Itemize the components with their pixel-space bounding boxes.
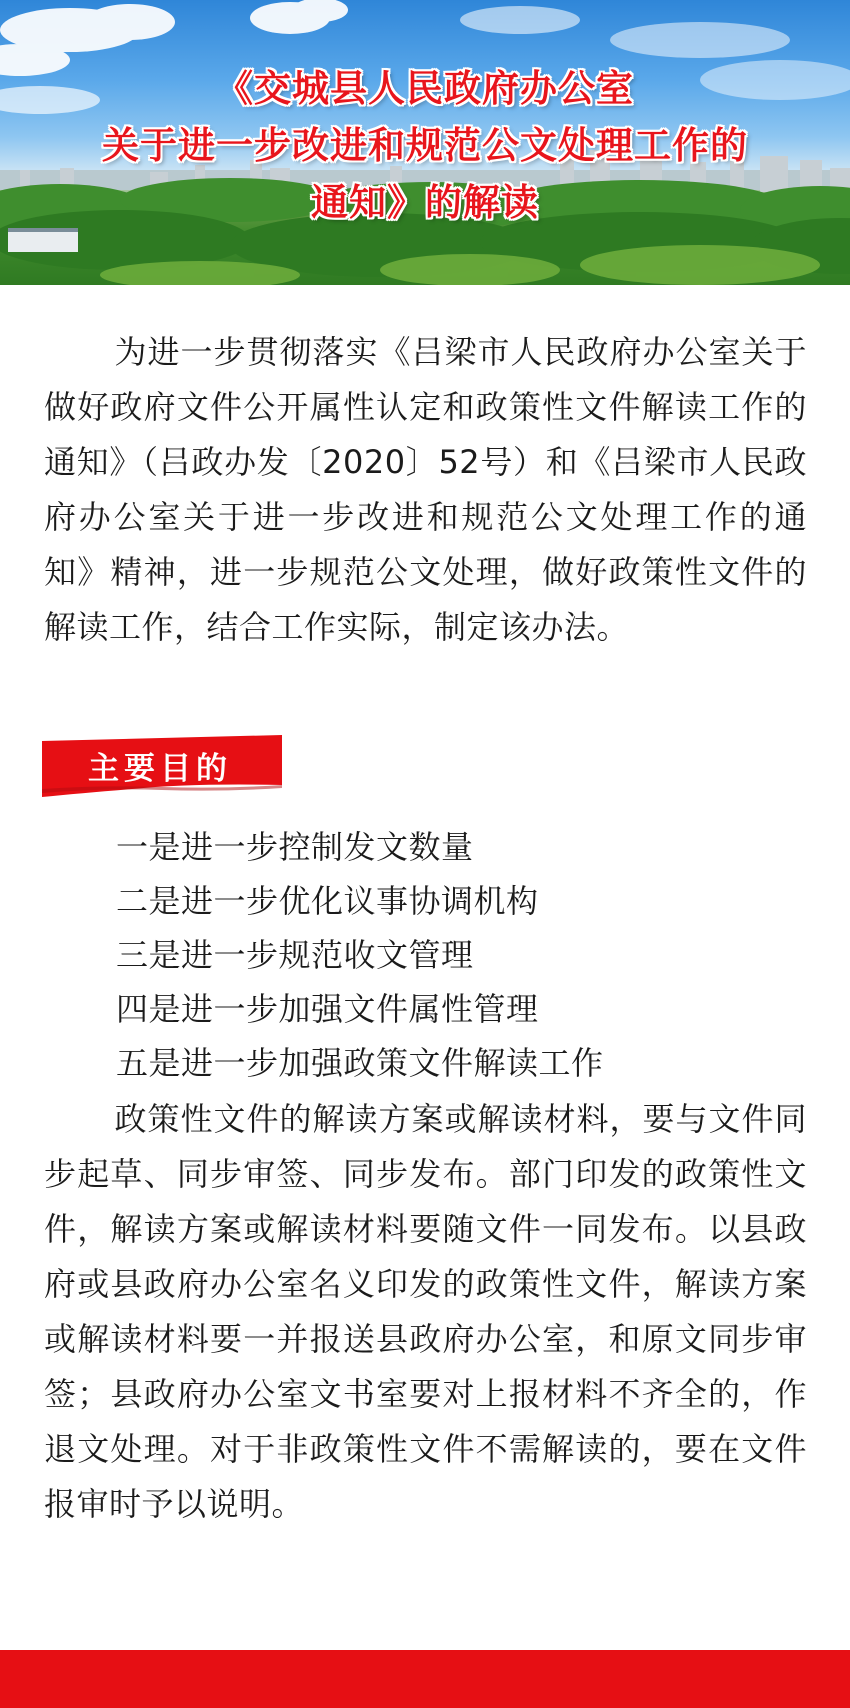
policy-text: 政策性文件的解读方案或解读材料，要与文件同步起草、同步审签、同步发布。部门印发的政策性文件，解读方案或解读材料要随文件一同发布。以县政府或县政府办公室名义印发的政策性文件，解读方案或解读材料要一并报送县政府办公室，和原文同步审签；县政府办公室文书室要对上报材料不齐全的，作退文处理。对于非政策性文件不需解读的，要在文件报审时予以说明。 [44,1100,807,1523]
section-heading: 主要目的 [88,751,232,787]
list-item: 四是进一步加强文件属性管理 [116,990,539,1028]
list-item: 二是进一步优化议事协调机构 [116,882,539,920]
footer-bar [0,1650,850,1708]
list-item: 三是进一步规范收文管理 [116,936,474,974]
purpose-list [116,820,816,1090]
policy-paragraph [44,1092,807,1532]
banner-title [0,60,850,231]
section-heading-tag [42,735,282,797]
list-item: 一是进一步控制发文数量 [116,828,474,866]
list-item: 五是进一步加强政策文件解读工作 [116,1044,604,1082]
banner-title-line-3: 通知》的解读 [311,181,539,224]
banner-title-line-2: 关于进一步改进和规范公文处理工作的 [102,124,748,167]
intro-paragraph [44,325,807,655]
header-banner [0,0,850,285]
banner-title-line-1: 《交城县人民政府办公室 [216,67,634,110]
intro-text: 为进一步贯彻落实《吕梁市人民政府办公室关于做好政府文件公开属性认定和政策性文件解读工作的通知》（吕政办发〔2020〕52号）和《吕梁市人民政府办公室关于进一步改进和规范公文处理工作的通知》精神，进一步规范公文处理，做好政策性文件的解读工作，结合工作实际，制定该办法。 [44,333,807,646]
